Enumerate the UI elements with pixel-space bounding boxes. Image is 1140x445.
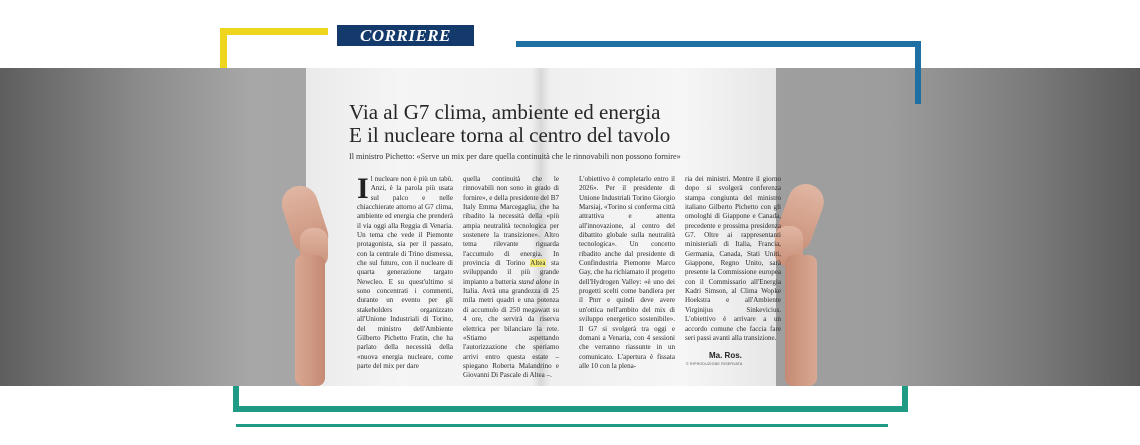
headline-line-2: E il nucleare torna al centro del tavolo (349, 123, 671, 147)
headline-line-1: Via al G7 clima, ambiente ed energia (349, 100, 661, 124)
column-2-text-part-3: in Italia. Avrà una grandezza di 25 mila metri quadri e una potenza di accumulo di 250 megawatt su 4 ore, che servirà da riserva elettrica per bilanciare la rete. «Stiamo aspettando l'autorizzazione che speriamo arrivi entro questa estate – spiegano Roberta Malandrino e Giovanni Di Pascale di Altea –. (463, 277, 559, 380)
author-signature: Ma. Ros. (709, 351, 742, 360)
article-column-4 (685, 175, 781, 343)
column-2-italic: stand alone (518, 277, 552, 286)
right-forearm (785, 255, 817, 386)
dropcap: I (357, 172, 369, 205)
altea-highlight: Altea (530, 259, 546, 268)
yellow-frame-left (220, 28, 227, 68)
corriere-torino-logo: CORRIERE TORINO (337, 25, 474, 46)
column-2-text (463, 175, 559, 381)
article-column-2 (463, 175, 559, 381)
copyright-notice: © RIPRODUZIONE RISERVATA (686, 362, 743, 366)
column-1-text: l nucleare non è più un tabù. Anzi, è la parola più usata sul palco e nelle chiacchierate attorno al G7 clima, ambiente ed energia che prenderà il via oggi alla Reggia di Venaria. Un tema che vede il Piemonte protagonista, sia per il passato, con la centrale di Trino dismessa, che sul futuro, con il nucleare di quarta generazione targato Newcleo. E su quest'ultimo si sono concentrati i commenti, durante un evento per gli stakeholders organizzato all'Unione Industriali di Torino, del ministro dell'Ambiente Gilberto Pichetto Fratin, che ha parlato della necessità della «nuova energia nucleare, come parte del mix per dare (357, 175, 453, 370)
column-4-text: ria dei ministri. Mentre il giorno dopo si svolgerà conferenza stampa congiunta del ministro italiano Gilberto Pichetto con gli omologhi di Giappone e Canada, precedente e prossima presidenza G7. Oltre ai rappresentanti ministeriali di Italia, Francia, Germania, Canada, Stati Uniti, Giappone, Regno Unito, sarà presente la Commissione europea con il Commissario all'Energia Kadri Simson, al Clima Wopke Hoekstra e all'Ambiente Virginijus Sinkevicius. L'obiettivo è arrivare a un accordo comune che faccia fare seri passi avanti alla transizione. (685, 175, 781, 342)
column-2-text-part-1: quella continuità che le rinnovabili non sono in grado di fornire», e della presidente del B7 Italy Emma Marcegaglia, che ha ribadito la necessità della «più ampia neutralità tecnologica per sostenere la transizione». Altro tema rilevante riguarda l'accumulo di energia. In provincia di Torino (463, 175, 559, 268)
article-column-1 (357, 172, 453, 371)
column-2-text-part-2: sta sviluppando il più grande impianto a batteria (463, 259, 559, 286)
teal-frame-right (902, 386, 908, 412)
blue-frame-right-lower (915, 68, 921, 104)
teal-frame-underline (236, 424, 888, 427)
subheadline: Il ministro Pichetto: «Serve un mix per dare quella continuità che le rinnovabili non possono fornire» (349, 152, 681, 161)
teal-frame-bottom (233, 406, 908, 412)
yellow-frame-top (220, 28, 328, 35)
blue-frame-top (516, 41, 921, 47)
blue-frame-right (915, 41, 921, 68)
left-forearm (295, 255, 325, 386)
column-3-text: L'obiettivo è completarlo entro il 2026». Per il presidente di Unione Industriali Torino Giorgio Marsiaj, «Torino si conferma città attrattiva e attenta all'innovazione, al centro del dibattito globale sulla neutralità tecnologica». Un concetto ribadito anche dal presidente di Confindustria Piemonte Marco Gay, che ha richiamato il progetto dell'Hydrogen Valley: «è uno dei progetti scelti come bandiera per il Pnrr e quindi deve avere un'ottica nell'ambito del mix di sviluppo energetico sostenibile». Il G7 si svolgerà tra oggi e domani a Venaria, con 4 sessioni che verranno riassunte in un comunicato. L'apertura è fissata alle 10 con la plena- (579, 175, 675, 370)
article-column-3 (579, 175, 675, 371)
